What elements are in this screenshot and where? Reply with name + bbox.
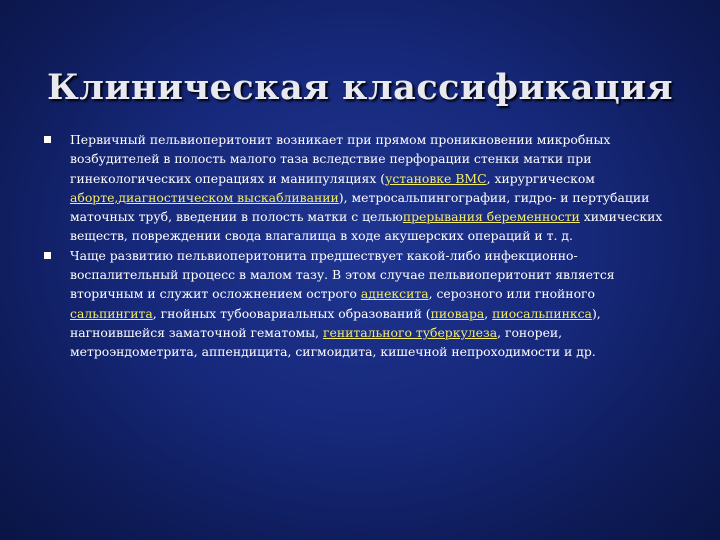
bullet-square-icon — [44, 136, 51, 143]
paragraph-text: , гонореи, метроэндометрита, аппендицита, сигмоидита, кишечной непроходимости и др. — [70, 324, 596, 360]
paragraph-text: ), метросальпингографии, гидро- и пертубации маточных труб, введении в полость матки с целью — [70, 189, 650, 225]
paragraph-text: , гнойных тубоовариальных образований ( — [152, 305, 431, 321]
bullet-square-icon — [44, 252, 51, 259]
paragraph-text: химических веществ, повреждении свода влагалища в ходе акушерских операций и т. д. — [70, 209, 663, 244]
paragraph-text: , хирургическом — [486, 170, 595, 186]
paragraph-text: Чаще развитию пельвиоперитонита предшествует какой-либо инфекционно-воспалительный процесс в малом тазу. В этом случае пельвиоперитонит является вторичным и служит осложнением острого — [70, 247, 615, 302]
hyperlink[interactable]: сальпингита — [70, 305, 153, 321]
hyperlink[interactable]: установке ВМС — [385, 170, 487, 186]
bullet-paragraph — [44, 130, 684, 246]
hyperlink[interactable]: прерывания беременности — [402, 209, 580, 225]
hyperlink[interactable]: пиосальпинкса — [492, 305, 592, 321]
paragraph-text: , — [484, 305, 493, 321]
hyperlink[interactable]: аднексита — [360, 286, 429, 302]
bullet-list — [44, 130, 684, 362]
paragraph-text: ), нагноившейся заматочной гематомы, — [70, 305, 601, 340]
hyperlink[interactable]: диагностическом выскабливании — [118, 189, 339, 205]
bullet-paragraph — [44, 246, 684, 362]
slide-title: Клиническая классификация — [46, 67, 674, 109]
paragraph-text: Первичный пельвиоперитонит возникает при прямом проникновении микробных возбудителей в полость малого таза вследствие перфорации стенки матки при гинекологических операциях и манипуляциях ( — [70, 132, 611, 186]
hyperlink[interactable]: аборте, — [70, 189, 119, 205]
hyperlink[interactable]: пиовара — [430, 305, 485, 321]
paragraph-text: , серозного или гнойного — [428, 286, 595, 302]
hyperlink[interactable]: генитального туберкулеза — [323, 324, 498, 340]
